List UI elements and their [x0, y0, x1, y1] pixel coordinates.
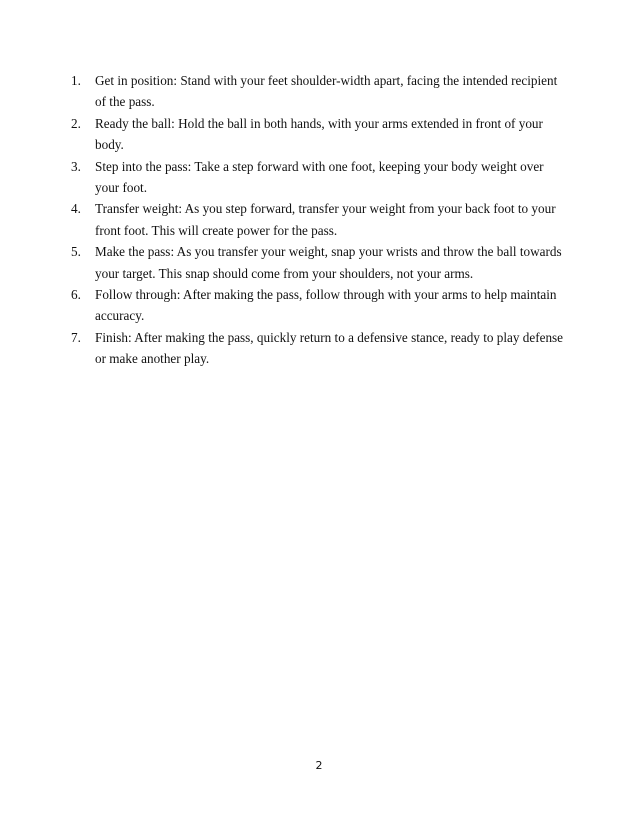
step-text: Ready the ball: Hold the ball in both hands, with your arms extended in front of your body. [95, 115, 543, 153]
list-item-step-5 [71, 241, 571, 284]
step-number: 6. [71, 287, 81, 303]
step-number: 1. [71, 73, 81, 88]
page-number: 2 [315, 759, 323, 772]
step-text: Step into the pass: Take a step forward with one foot, keeping your body weight over your foot. [95, 158, 544, 196]
step-number: 5. [71, 244, 81, 260]
step-number: 4. [71, 201, 81, 217]
list-item-step-1 [71, 70, 571, 113]
list-item-step-2 [71, 113, 571, 156]
list-item-step-6 [71, 284, 571, 327]
step-text: Make the pass: As you transfer your weight, snap your wrists and throw the ball towards your target. This snap should come from your shoulders, not your arms. [95, 244, 562, 281]
list-item-step-4 [71, 198, 571, 241]
step-number: 7. [71, 329, 81, 345]
step-number: 3. [71, 158, 81, 174]
list-item-step-3 [71, 156, 571, 199]
step-text: Follow through: After making the pass, follow through with your arms to help maintain accuracy. [95, 287, 557, 324]
step-text: Finish: After making the pass, quickly return to a defensive stance, ready to play defense or make another play. [95, 329, 564, 367]
steps-list [71, 70, 571, 370]
list-item-step-7 [71, 327, 571, 370]
step-number: 2. [71, 115, 81, 131]
step-text: Transfer weight: As you step forward, transfer your weight from your back foot to your front foot. This will create power for the pass. [95, 201, 556, 238]
step-text: Get in position: Stand with your feet shoulder-width apart, facing the intended recipient of the pass. [95, 73, 558, 110]
